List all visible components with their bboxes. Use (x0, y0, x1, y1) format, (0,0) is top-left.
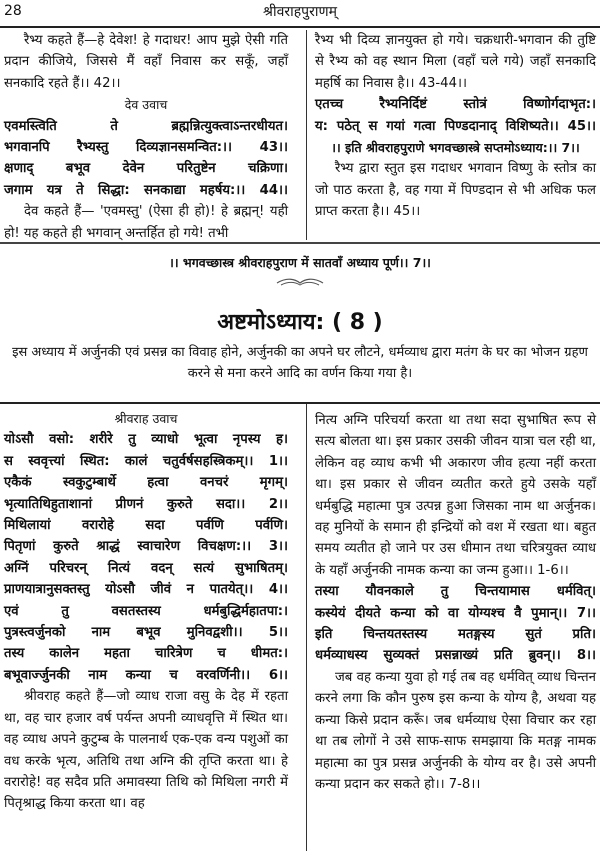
running-title: श्रीवराहपुराणम् (263, 4, 337, 20)
hindi-paragraph: श्रीवराह कहते हैं—जो व्याध राजा वसु के देह में रहता था, वह चार हजार वर्ष पर्यन्त अपनी व्याधवृत्ति में स्थित था। वह व्याध अपने कुटुम्ब के पालनार्थ एक-एक वन्य पशुओं का वध करके भृत्य, अतिथि तथा अग्नि की तृप्ति करता था। हे वरारोहे! वह सदैव प्रति अमावस्या तिथि को मिथिला नगरी में पितृश्राद्ध किया करता था। वह (4, 689, 288, 812)
page-header (0, 0, 600, 28)
sanskrit-verse: कस्येयं दीयते कन्या को वा योग्यश्च वै पुमान्।। 7।। (315, 605, 596, 621)
sanskrit-verse: भृत्यातिथिहुताशानां प्रीणनं कुरुते सदा।। 2।। (4, 496, 288, 512)
top-left-column (4, 30, 294, 240)
sanskrit-verse: पुत्रस्त्वर्जुनको नाम बभूव मुनिवद्वशी।। 5।। (4, 625, 288, 641)
chapter-colophon: ।। इति श्रीवराहपुराणे भगवच्छास्त्रे सप्तमोऽध्याय:।। 7।। (331, 140, 580, 156)
sanskrit-verse: धर्मव्याधस्य सुव्यक्तं प्रसन्नाख्यं प्रति ब्रुवन्।। 8।। (315, 648, 596, 664)
hindi-paragraph: रैभ्य कहते हैं—हे देवेश! हे गदाधर! आप मुझे ऐसी गति प्रदान कीजिये, जिससे मैं वहाँ निवास कर सकूँ, जहाँ सनकादि रहते हैं।। 42।। (4, 33, 288, 91)
sanskrit-verse: बभूवार्ज्जुनकी नाम कन्या च वरवर्णिनी।। 6।। (4, 667, 288, 683)
hindi-paragraph: रैभ्य भी दिव्य ज्ञानयुक्त हो गये। चक्रधारी-भगवान की तुष्टि से रैभ्य को वह स्थान मिला (वहाँ चले गये) जहाँ सनकादि महर्षि का निवास है।। 43-44।। (315, 33, 596, 91)
sanskrit-verse: पितृणां कुरुते श्राद्धं स्वाचारेण विचक्षण:।। 3।। (4, 539, 288, 555)
sanskrit-verse: क्षणाद् बभूव देवेन परितुष्टेन चक्रिणा। (4, 161, 288, 177)
sanskrit-verse: एवं तु वसतस्तस्य धर्मबुद्धिर्महातपा:। (4, 603, 288, 619)
sanskrit-verse: य: पठेत् स गयां गत्वा पिण्डदानाद् विशिष्यते।। 45।। (315, 118, 596, 134)
hindi-paragraph: रैभ्य द्वारा स्तुत इस गदाधर भगवान विष्णु के स्तोत्र का जो पाठ करता है, वह गया में पिण्डदान से भी अधिक फल प्राप्त करता है।। 45।। (315, 161, 596, 220)
speaker-heading: श्रीवराह उवाच (114, 411, 178, 426)
page-number: 28 (4, 3, 22, 19)
sanskrit-verse: अग्निं परिचरन् नित्यं वदन् सत्यं सुभाषितम्। (4, 560, 288, 576)
sanskrit-verse: एतच्च रैभ्यनिर्दिष्टं स्तोत्रं विष्णोर्गदाभृत:। (315, 97, 596, 113)
chapter-colophon: ।। भगवच्छास्त्र श्रीवराहपुराण में सातवाँ अध्याय पूर्ण।। 7।। (169, 255, 431, 270)
bottom-left-column (4, 404, 294, 851)
sanskrit-verse: एकैकं स्वकुटुम्बार्थे हत्वा वनचरं मृगम्। (4, 475, 288, 491)
bottom-right-column (306, 404, 596, 851)
top-columns (0, 30, 600, 240)
speaker-heading: देव उवाच (124, 97, 168, 113)
sanskrit-verse: योऽसौ वसो: शरीरे तु व्याधो भूत्वा नृपस्य ह। (4, 432, 288, 448)
sanskrit-verse: भगवानपि रैभ्यस्तु दिव्यज्ञानसमन्वित:।। 43।। (4, 140, 288, 156)
bottom-columns (0, 402, 600, 851)
sanskrit-verse: मिथिलायां वरारोहे सदा पर्वणि पर्वणि। (4, 518, 288, 534)
sanskrit-verse: इति चिन्तयतस्तस्य मतङ्गस्य सुतं प्रति। (315, 627, 596, 643)
chapter-title: अष्टमोऽध्याय: ( 8 ) (217, 310, 383, 335)
hindi-paragraph: जब वह कन्या युवा हो गई तब वह धर्मवित् व्याध चिन्तन करने लगा कि कौन पुरुष इस कन्या के योग्य है, अथवा यह कन्या किसे प्रदान करूँ। जब धर्मव्याध ऐसा विचार कर रहा था तब लोगों ने उसे साफ-साफ समझाया कि मतङ्ग नामक महात्मा का पुत्र प्रसन्न अर्जुनकी के योग्य वर है। उसे अपनी कन्या प्रदान कर सकते हो।। 7-8।। (315, 669, 596, 792)
sanskrit-verse: तस्या यौवनकाले तु चिन्तयामास धर्मवित्। (315, 584, 596, 600)
section-divider (0, 242, 600, 244)
sanskrit-verse: एवमस्त्विति ते ब्रह्मन्नित्युक्त्वाऽन्तरधीयत। (4, 118, 288, 134)
chapter-summary: इस अध्याय में अर्जुनकी एवं प्रसन्न का विवाह होने, अर्जुनकी का अपने घर लौटने, धर्मव्याध द्वारा मतंग के घर का भोजन ग्रहण करने से मना करने आदि का वर्णन किया गया है। (12, 345, 588, 381)
sanskrit-verse: तस्य कालेन महता चारित्रेण च धीमत:। (4, 646, 288, 662)
ornament-icon (275, 275, 325, 289)
sanskrit-verse: प्राणयात्रानुसक्तस्तु योऽसौ जीवं न पातयेत्।। 4।। (4, 582, 288, 598)
sanskrit-verse: जगाम यत्र ते सिद्धा: सनकाद्या महर्षय:।। 44।। (4, 182, 288, 198)
sanskrit-verse: स स्ववृत्त्यां स्थित: कालं चतुर्वर्षसहस्त्रिकम्।। 1।। (4, 453, 288, 469)
hindi-paragraph: देव कहते हैं— 'एवमस्तु' (ऐसा ही हो)! हे ब्रह्मन्! यही हो! यह कहते ही भगवान् अन्तर्हित हो गये! तभी (4, 204, 288, 241)
hindi-paragraph: नित्य अग्नि परिचर्या करता था तथा सदा सुभाषित रूप से सत्य बोलता था। इस प्रकार उसकी जीवन यात्रा चल रही था, लेकिन वह व्याध कभी भी अकारण जीव हत्या नहीं करता था। इस प्रकार से जीवन व्यतीत करते हुये उसके यहाँ धर्मबुद्धि महात्मा पुत्र उत्पन्न हुआ जिसका नाम था अर्जुनक। वह मुनियों के समान ही इन्द्रियों को वश में रखता था। बहुत समय व्यतीत हो जाने पर उस धीमान तथा चरित्रयुक्त व्याध के यहाँ अर्जुनकी नामक कन्या का जन्म हुआ।। 1-6।। (315, 413, 596, 578)
top-right-column (306, 30, 596, 240)
